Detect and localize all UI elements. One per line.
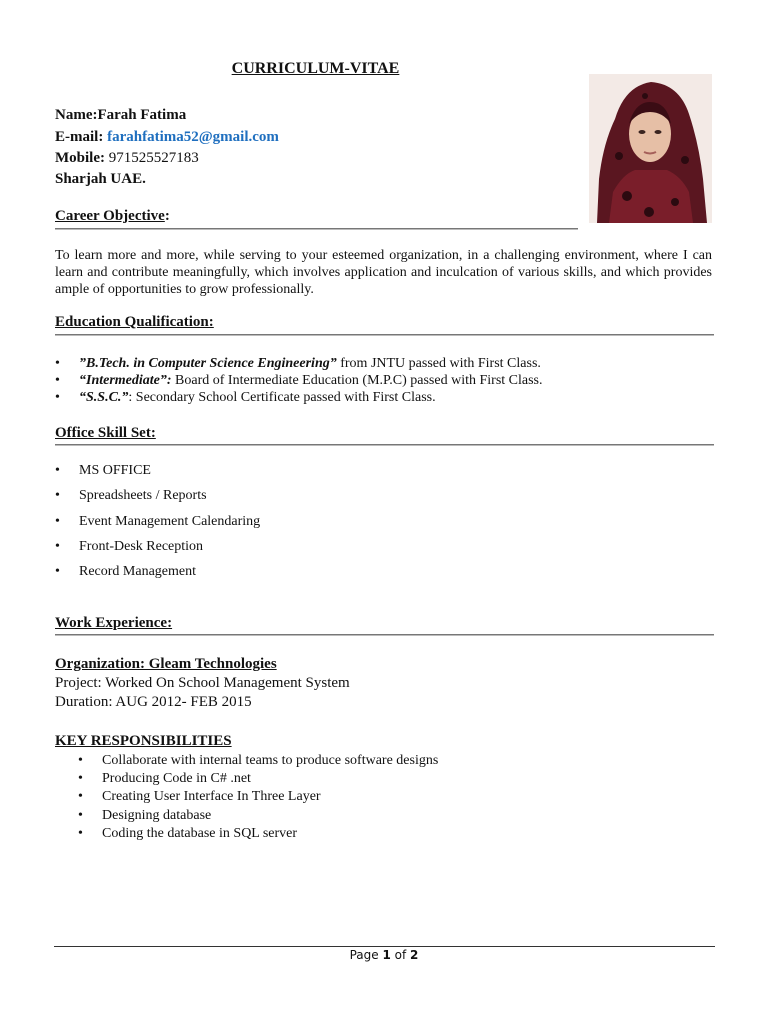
work-experience-heading: Work Experience: [55,615,173,631]
page-footer [0,948,768,962]
duration-line: Duration: AUG 2012- FEB 2015 [55,694,252,710]
list-item: • Producing Code in C# .net [78,770,578,788]
location-value: Sharjah UAE. [55,171,146,187]
list-item: • Event Management Calendaring [55,509,455,534]
list-item [55,355,715,372]
education-detail: from JNTU passed with First Class. [336,356,541,371]
list-item: • Coding the database in SQL server [78,825,578,843]
contact-location [55,169,146,190]
name-value: Farah Fatima [97,107,187,123]
education-degree: ”B.Tech. in Computer Science Engineering” [79,356,337,371]
education-detail: Board of Intermediate Education (M.P.C) passed with First Class. [171,373,543,388]
footer-divider [54,946,715,947]
list-item: • Record Management [55,559,455,584]
office-skills-divider [55,444,714,446]
education-divider [55,334,714,336]
footer-total-pages: 2 [410,948,419,962]
list-item [55,389,715,406]
responsibilities-list [78,752,578,843]
list-item: • Spreadsheets / Reports [55,483,455,508]
mobile-label: Mobile: [55,150,105,166]
list-item: • Collaborate with internal teams to produce software designs [78,752,578,770]
email-link[interactable]: farahfatima52@gmail.com [107,129,279,145]
name-label: Name: [55,107,98,123]
key-responsibilities-heading: KEY RESPONSIBILITIES [55,733,232,749]
work-experience-divider [55,634,714,636]
project-line: Project: Worked On School Management System [55,675,350,691]
career-objective-heading-colon: : [164,208,170,224]
education-heading: Education Qualification: [55,314,214,330]
document-title: CURRICULUM-VITAE [231,60,400,77]
email-label: E-mail: [55,129,104,145]
career-objective-text: To learn more and more, while serving to your esteemed organization, in a challenging environment, where I can learn and contribute meaningfully, which involves application and inculcation of various skills, and which provides ample of opportunities to grow professionally. [55,248,712,297]
mobile-value: 971525527183 [108,150,199,166]
career-objective-divider [55,228,578,230]
list-item: • MS OFFICE [55,458,455,483]
education-degree: “S.S.C.” [79,390,129,405]
footer-of-word: of [390,948,411,962]
list-item: • Designing database [78,807,578,825]
office-skills-heading: Office Skill Set: [55,425,156,441]
career-objective-heading-text: Career Objective [55,208,165,224]
contact-email [55,127,279,148]
footer-page-word: Page [349,948,383,962]
list-item: • Creating User Interface In Three Layer [78,788,578,806]
contact-name [55,105,186,126]
education-degree: “Intermediate”: [79,373,172,388]
list-item: • Front-Desk Reception [55,534,455,559]
profile-photo-graphic [589,74,712,223]
organization-name: Organization: Gleam Technologies [55,656,277,672]
education-list [55,355,715,406]
profile-photo [589,74,712,223]
career-objective-heading [55,208,170,225]
contact-mobile [55,148,199,169]
footer-current-page: 1 [382,948,391,962]
office-skills-list [55,458,455,584]
list-item [55,372,715,389]
education-detail: : Secondary School Certificate passed with First Class. [128,390,436,405]
